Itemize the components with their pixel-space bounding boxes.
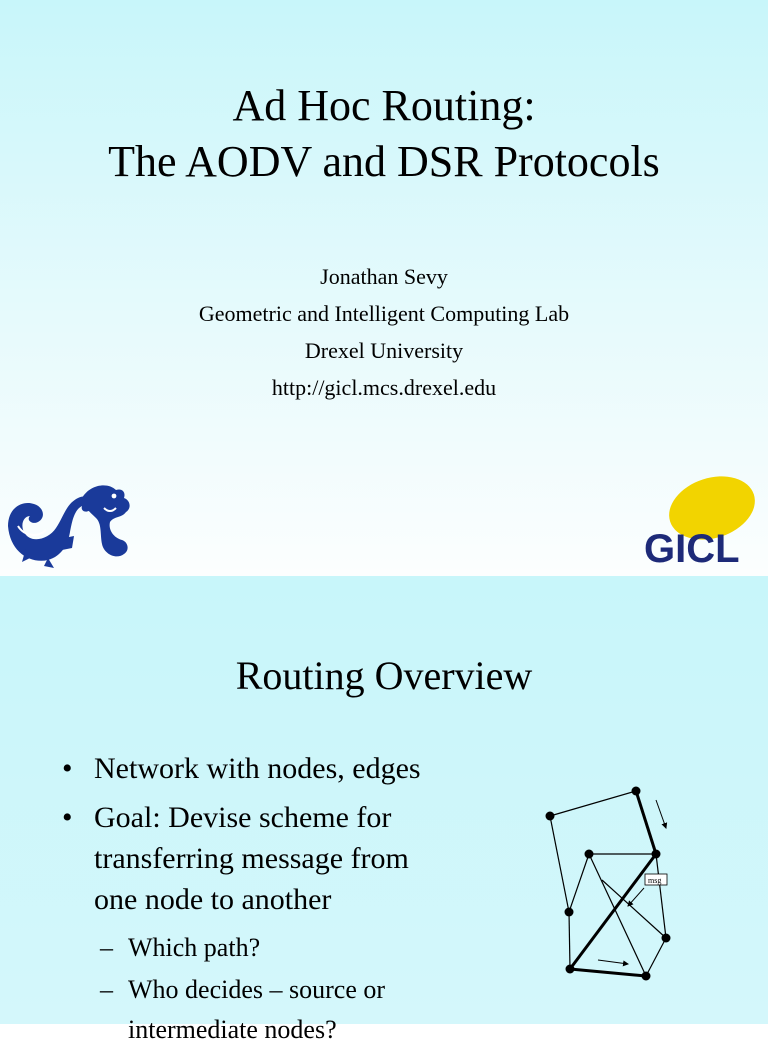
sub-bullet-text: intermediate nodes?: [128, 1015, 337, 1044]
network-edge: [550, 791, 636, 816]
lab-name: Geometric and Intelligent Computing Lab: [198, 301, 570, 326]
sub-bullet-item: [62, 928, 502, 968]
lab-url: http://gicl.mcs.drexel.edu: [271, 375, 497, 400]
network-edge: [569, 912, 570, 969]
bullet-text: Network with nodes, edges: [94, 752, 421, 785]
slide-title: Routing Overview: [235, 653, 533, 698]
bullet-glyph: •: [62, 801, 73, 834]
network-node: [652, 850, 661, 859]
network-diagram: [536, 776, 684, 986]
bullet-list: [62, 748, 502, 1050]
arrow-icon: [598, 960, 628, 964]
network-edge: [602, 880, 666, 938]
arrow-icon: [656, 800, 666, 828]
network-edge: [656, 854, 666, 938]
gicl-logo-text: GICL: [644, 527, 740, 571]
sub-bullet-text: Which path?: [128, 933, 261, 962]
bullet-item: [62, 797, 502, 920]
network-edge: [589, 854, 646, 976]
route-edge: [636, 791, 656, 854]
drexel-dragon-logo: [4, 478, 136, 570]
network-edge: [646, 938, 666, 976]
gicl-logo: [640, 474, 768, 570]
bullet-text-line: transferring message from: [94, 842, 409, 875]
network-node: [662, 934, 671, 943]
title-line-2: The AODV and DSR Protocols: [108, 137, 660, 186]
author-info: [0, 258, 768, 406]
bullet-text-line: one node to another: [94, 883, 332, 916]
network-node: [632, 787, 641, 796]
dash-glyph: –: [100, 975, 113, 1004]
bullet-item: [62, 748, 502, 789]
bullet-text-line: Goal: Devise scheme for: [94, 801, 392, 834]
sub-bullet-text: Who decides – source or: [128, 975, 386, 1004]
network-node: [565, 908, 574, 917]
title-line-1: Ad Hoc Routing:: [232, 81, 536, 130]
bullet-glyph: •: [62, 752, 73, 785]
route-edge: [570, 969, 646, 976]
network-edge: [550, 816, 569, 912]
network-node: [546, 812, 555, 821]
slide-title: [0, 78, 768, 190]
university-name: Drexel University: [304, 338, 464, 363]
dash-glyph: –: [100, 933, 113, 962]
routing-overview-slide: [0, 576, 768, 1044]
network-node: [585, 850, 594, 859]
author-name: Jonathan Sevy: [320, 264, 448, 289]
sub-bullet-item: [62, 970, 502, 1050]
network-node: [566, 965, 575, 974]
network-edge: [569, 854, 589, 912]
network-node: [642, 972, 651, 981]
msg-label: msg: [648, 876, 662, 885]
